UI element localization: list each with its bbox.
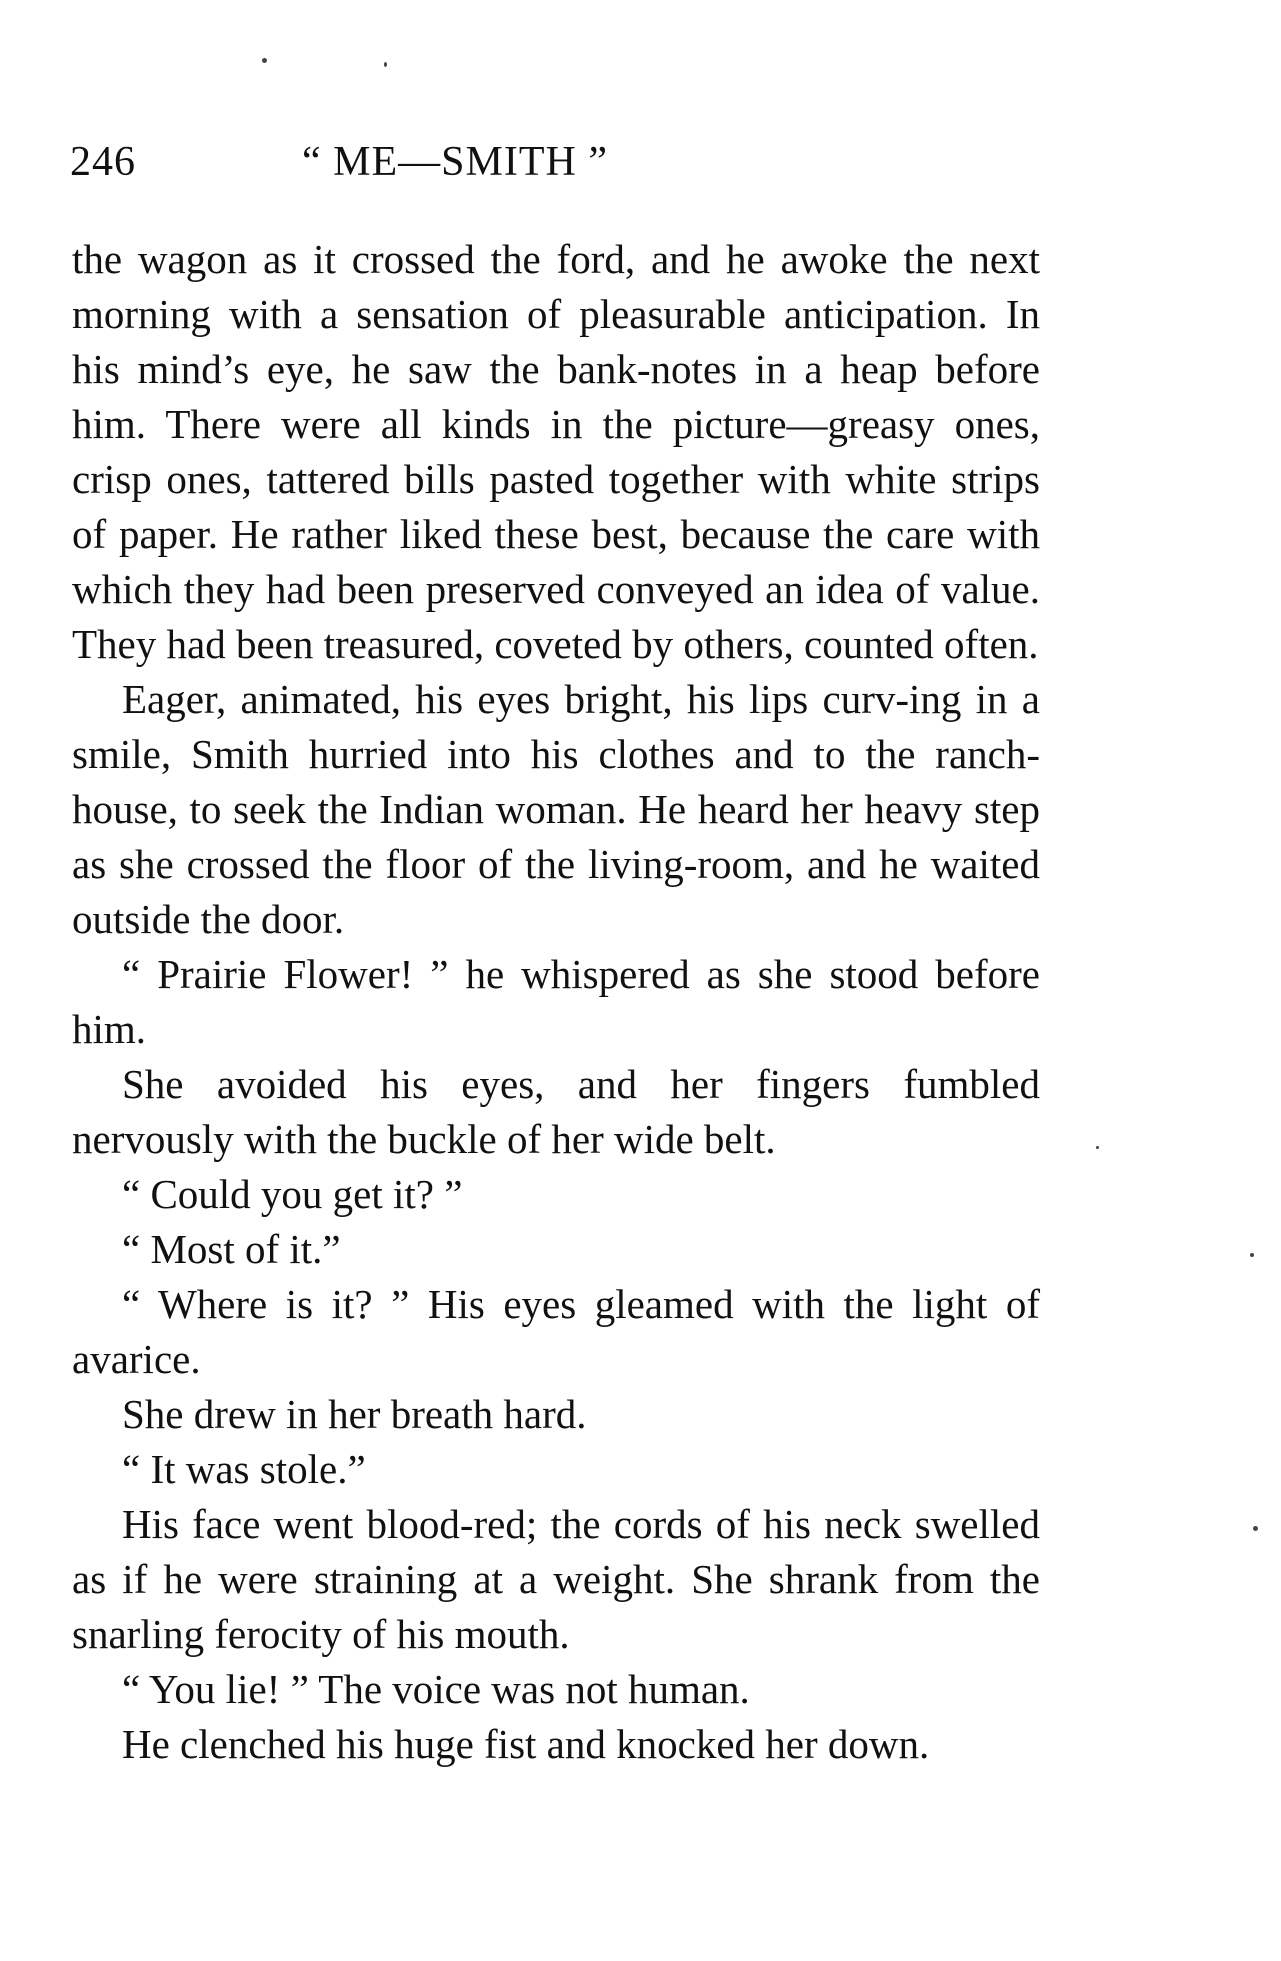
paragraph: “ You lie! ” The voice was not human. (122, 1666, 750, 1712)
paragraph: His face went blood-red; the cords of his neck swelled as if he were straining at a weight. She shrank from the snarling ferocity of his mouth. (72, 1501, 1040, 1657)
paragraph: She avoided his eyes, and her fingers fumbled nervously with the buckle of her wide belt. (72, 1061, 1040, 1162)
paragraph: “ Could you get it? ” (122, 1171, 463, 1217)
page-number: 246 (70, 139, 136, 185)
paragraph: Eager, animated, his eyes bright, his lips curv-ing in a smile, Smith hurried into his clothes and to the ranch-house, to seek the Indian woman. He heard her heavy step as she crossed the floor of the living-room, and he waited outside the door. (72, 676, 1040, 942)
scan-speck (1253, 1526, 1258, 1531)
paragraph: He clenched his huge fist and knocked her down. (122, 1721, 930, 1767)
paragraph: “ Most of it.” (122, 1226, 341, 1272)
scan-speck (1250, 1253, 1254, 1257)
scan-speck (384, 62, 387, 67)
scan-speck (262, 58, 267, 63)
paragraph: “ Where is it? ” His eyes gleamed with the light of avarice. (72, 1281, 1040, 1382)
paragraph: the wagon as it crossed the ford, and he awoke the next morning with a sensation of pleasurable anticipation. In his mind’s eye, he saw the bank-notes in a heap before him. There were all kinds in the picture—greasy ones, crisp ones, tattered bills pasted together with white strips of paper. He rather liked these best, because the care with which they had been preserved conveyed an idea of value. They had been treasured, coveted by others, counted often. (72, 236, 1040, 667)
running-head: “ ME—SMITH ” (302, 139, 608, 185)
paragraph: “ Prairie Flower! ” he whispered as she stood before him. (72, 951, 1040, 1052)
scan-speck (1096, 1146, 1099, 1149)
paragraph: “ It was stole.” (122, 1446, 366, 1492)
page-header (70, 138, 1040, 194)
body-text (72, 232, 1040, 1772)
paragraph: She drew in her breath hard. (122, 1391, 587, 1437)
